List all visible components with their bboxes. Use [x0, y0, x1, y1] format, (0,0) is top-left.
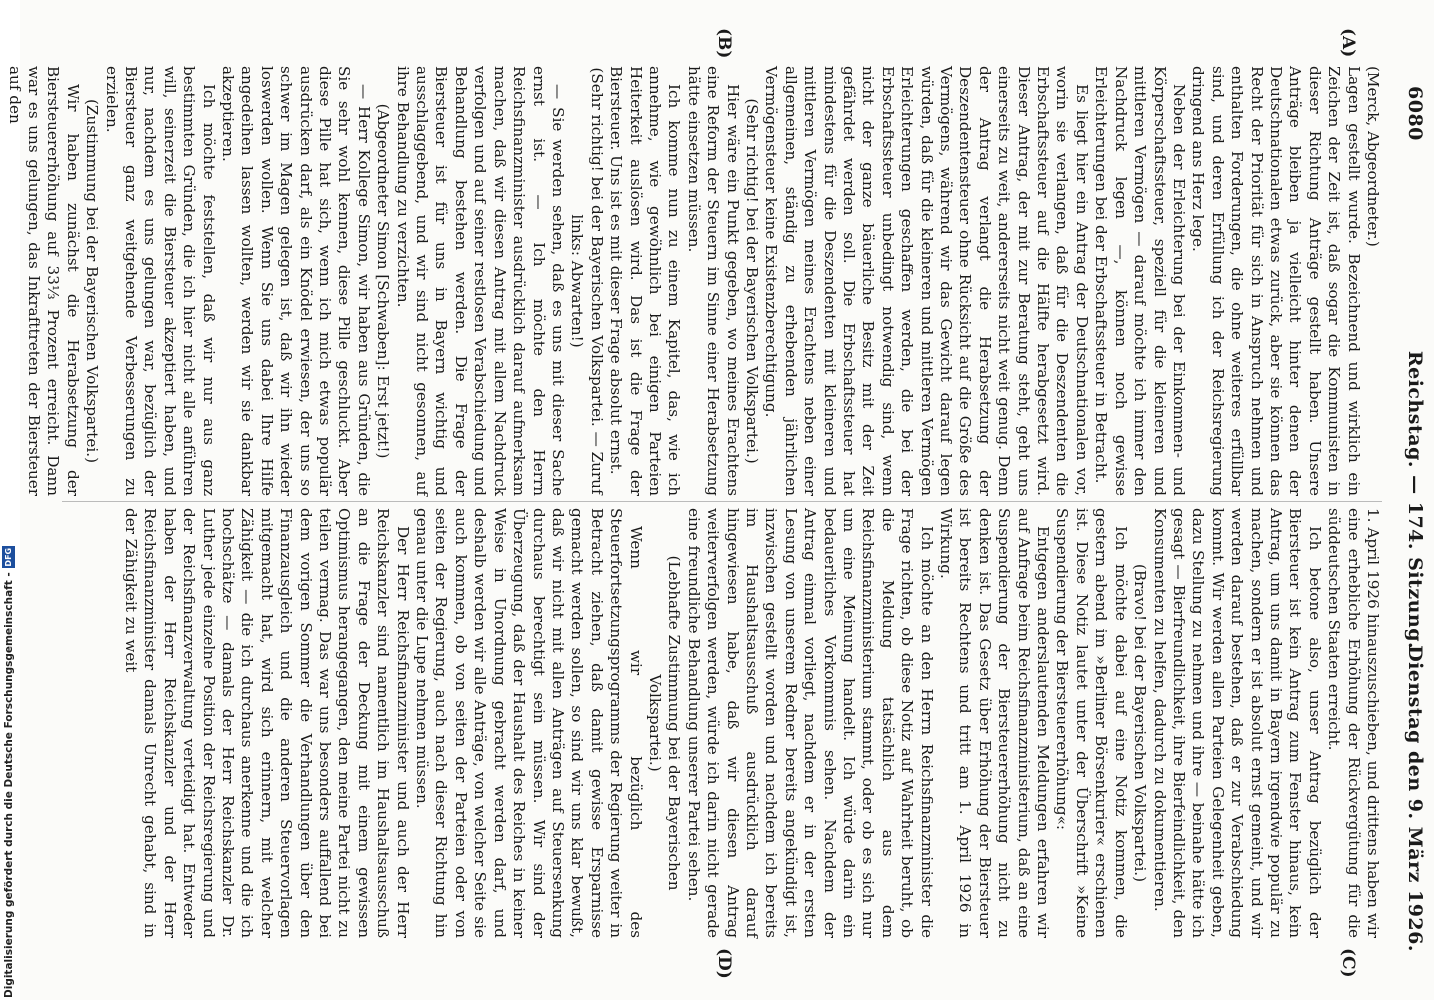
interjection-paragraph: (Zustimmung bei der Bayerischen Volkspartei.)	[83, 98, 102, 463]
body-paragraph: 1. April 1926 hinauszuschieben, und drittens haben wir eine erhebliche Erhöhung der Rückvergütung für die süddeutschen Staaten erreicht.	[1325, 508, 1382, 938]
body-paragraph: Lagen gestellt wurde. Bezeichnend und wirklich ein Zeichen der Zeit ist, daß sogar die Kommunisten in dieser Richtung Anträge gestellt haben. Unsere Anträge bleiben ja vielleicht hinter denen der Deutschnationalen etwas zurück, aber sie können das Recht der Priorität für sich in Anspruch nehmen und enthalten Forderungen, die ohne weiteres erfüllbar sind, und deren Erfüllung ich der Reichsregierung dringend ans Herz lege.	[1189, 66, 1363, 496]
sidebar-credit	[2, 546, 15, 998]
session-title: Reichstag. — 174. Sitzung.	[1404, 350, 1426, 650]
interjection-paragraph: (Sehr richtig! bei der Bayerischen Volkspartei. — Zuruf links: Abwarten!)	[568, 67, 606, 495]
body-paragraph: Ich möchte an den Herrn Reichsfinanzminister die Frage richten, ob diese Notiz auf Wahrheit beruht, ob die Meldung tatsächlich aus dem Reichsfinanzministerium stammt, oder ob es sich nur um eine Meinung handelt. Ich würde darin ein bedauerliches Vorkommnis sehen. Nachdem der Antrag einmal vorliegt, nachdem er in der ersten Lesung von unserem Redner bereits angekündigt ist, inzwischen gestellt worden und nachdem ich bereits im Haushaltsausschuß ausdrücklich darauf hingewiesen habe, daß wir diesen Antrag weiterverfolgen werden, würde ich darin nicht gerade eine freundliche Behandlung unserer Partei sehen.	[684, 508, 936, 938]
body-paragraph: Ich möchte dabei auf eine Notiz kommen, die gestern abend im »Berliner Börsenkurier« erschienen ist. Diese Notiz lautet unter der Überschrift »Keine Suspendierung der Biersteuererhöhung«:	[1053, 508, 1130, 938]
session-date: Dienstag den 9. März 1926.	[1404, 645, 1426, 952]
body-paragraph: Ich betone also, unser Antrag bezüglich der Biersteuer ist kein Antrag zum Fenster hinaus, kein Antrag, um uns damit in Bayern irgendwie populär zu machen, sondern er ist absolut ernst gemeint, und wir werden darauf bestehen, daß er zur Verabschiedung kommt. Wir werden allen Parteien Gelegenheit geben, dazu Stellung zu nehmen und ihre — beinahe hätte ich gesagt — Bierfreundlichkeit, ihre Bierfeindlichkeit, den Konsumenten zu helfen, dadurch zu dokumentieren.	[1150, 508, 1324, 938]
body-paragraph: Der Herr Reichsfinanzminister und auch der Herr Reichskanzler sind namentlich im Haushaltsausschuß an die Frage der Deckung mit einem gewissen Optimismus herangegangen, den meine Partei nicht zu teilen vermag. Das war uns besonders auffallend bei dem vorigen Sommer die Verhandlungen über den Finanzausgleich und die anderen Steuervorlagen mitgemacht hat, wird sich erinnern, mit welcher Zähigkeit — die ich durchaus anerkenne und die ich hochschätze — damals der Herr Reichskanzler Dr. Luther jede einzelne Position der Reichsregierung und der Reichsfinanzverwaltung verteidigt hat. Entweder haben der Herr Reichskanzler und der Herr Reichsfinanzminister damals Unrecht gehabt, sind in der Zähigkeit zu weit	[122, 508, 412, 938]
body-paragraph: Neben der Erleichterung bei der Einkommen- und Körperschaftssteuer, speziell für die kleineren und mittleren Vermögen — darauf möchte ich immer den Nachdruck legen —, können noch gewisse Erleichterungen bei der Erbschaftssteuer in Betracht.	[1092, 66, 1188, 496]
body-paragraph: — Herr Kollege Simon, wir haben aus Gründen, die Sie sehr wohl kennen, diese Pille geschluckt. Aber diese Pille hat sich, wenn ich mich etwas populär ausdrücken darf, als ein Knödel erwiesen, der uns so schwer im Magen gelegen ist, daß wir ihn wieder loswerden wollen. Wenn Sie uns dabei Ihre Hilfe angedeihen lassen wollten, werden wir sie dankbar akzeptieren.	[219, 66, 373, 496]
column-divider	[62, 501, 1382, 502]
margin-marker-d: (D)	[714, 948, 734, 979]
body-paragraph: Wir haben zunächst die Herabsetzung der Biersteuererhöhung auf 33⅓ Prozent erreicht. Dann war es uns gelungen, das Inkrafttreten der Biersteuer auf den	[5, 66, 82, 496]
dfg-logo-icon: DFG	[4, 547, 13, 567]
margin-marker-c: (C)	[1338, 948, 1358, 978]
margin-marker-b: (B)	[714, 28, 734, 59]
interjection-paragraph: (Sehr richtig! bei der Bayerischen Volkspartei.)	[743, 98, 761, 464]
body-paragraph: Ich möchte feststellen, daß wir nur aus ganz bestimmten Gründen, die ich hier nicht alle anführen will, seinerzeit die Biersteuer akzeptiert haben, und nur, nachdem es uns gelungen war, bezüglich der Biersteuer ganz weitgehende Verbesserungen zu erzielen.	[102, 66, 218, 496]
body-paragraph: — Sie werden sehen, daß es uns mit dieser Sache ernst ist. — Ich möchte den Herrn Reichsfinanzminister ausdrücklich darauf aufmerksam machen, daß wir diesen Antrag mit allem Nachdruck verfolgen und auf seiner restlosen Verabschiedung und Behandlung bestehen werden. Die Frage der Biersteuer ist für uns in Bayern wichtig und ausschlaggebend, und wir sind nicht gesonnen, auf ihre Behandlung zu verzichten.	[393, 66, 567, 496]
body-paragraph: Es liegt hier ein Antrag der Deutschnationalen vor, worin sie verlangen, daß für die Deszendenten die Erbschaftssteuer auf die Hälfte herabgesetzt wird. Dieser Antrag, der mit zur Beratung steht, geht uns einerseits zu weit, andererseits nicht weit genug. Denn der Antrag verlangt die Herabsetzung der Deszendentensteuer ohne Rücksicht auf die Größe des Vermögens, während wir das Gewicht darauf legen würden, daß für die kleineren und mittleren Vermögen Erleichterungen geschaffen werden, die bei der Erbschaftssteuer unbedingt notwendig sind, wenn nicht der ganze bäuerliche Besitz mit der Zeit gefährdet werden soll. Die Erbschaftssteuer hat mindestens für die Deszendenten mit kleineren und mittleren Vermögen meines Erachtens neben einer allgemeinen, ständig zu erhebenden jährlichen Vermögensteuer keine Existenzberechtigung.	[762, 66, 1091, 496]
margin-marker-a: (A)	[1338, 28, 1358, 58]
body-paragraph: (Merck, Abgeordneter.)	[1364, 66, 1382, 247]
interjection-paragraph: (Bravo! bei der Bayerischen Volkspartei.)	[1131, 563, 1150, 883]
body-paragraph: Entgegen anderslautenden Meldungen erfahren wir auf Anfrage beim Reichsfinanzministerium, daß an eine Suspendierung der Biersteuererhöhung nicht zu denken ist. Das Gesetz über Erhöhung der Biersteuer ist bereits Rechtens und tritt am 1. April 1926 in Wirkung.	[937, 508, 1053, 938]
sidebar-credit-text: Digitalisierung gefördert durch die Deutsche Forschungsgemeinschaft -	[2, 572, 15, 998]
body-paragraph: Ich komme nun zu einem Kapitel, das, wie ich annehme, wie gewöhnlich bei einigen Parteien Heiterkeit auslösen wird. Das ist die Frage der Biersteuer. Uns ist es mit dieser Frage absolut ernst.	[607, 66, 684, 496]
interjection-paragraph: (Lebhafte Zustimmung bei der Bayerischen Volkspartei.)	[645, 555, 684, 891]
right-text-column	[52, 508, 1382, 938]
left-text-column	[5, 66, 1382, 496]
page-header	[1394, 8, 1434, 992]
body-paragraph: Hier wäre ein Punkt gegeben, wo meines Erachtens eine Reform der Steuern im Sinne einer Herabsetzung hätte einsetzen müssen.	[684, 66, 742, 496]
page-number: 6080	[1404, 86, 1426, 141]
body-paragraph: Wenn wir bezüglich des Steuerfortsetzungsprogramms der Regierung weiter in Betracht ziehen, daß damit gewisse Ersparnisse gemacht werden sollen, so sind wir uns klar bewußt, daß wir nicht mit allen Anträgen auf Steuersenkung durchaus berechtigt sein müssen. Wir sind der Überzeugung, daß der Haushalt des Reiches in keiner Weise in Unordnung gebracht werden darf, und deshalb werden wir alle Anträge, von welcher Seite sie auch kommen, ob von seiten der Parteien oder von seiten der Regierung, auch nach dieser Richtung hin genau unter die Lupe nehmen müssen.	[413, 508, 645, 938]
interjection-paragraph: (Abgeordneter Simon [Schwaben]: Erst jetzt!)	[374, 103, 393, 459]
